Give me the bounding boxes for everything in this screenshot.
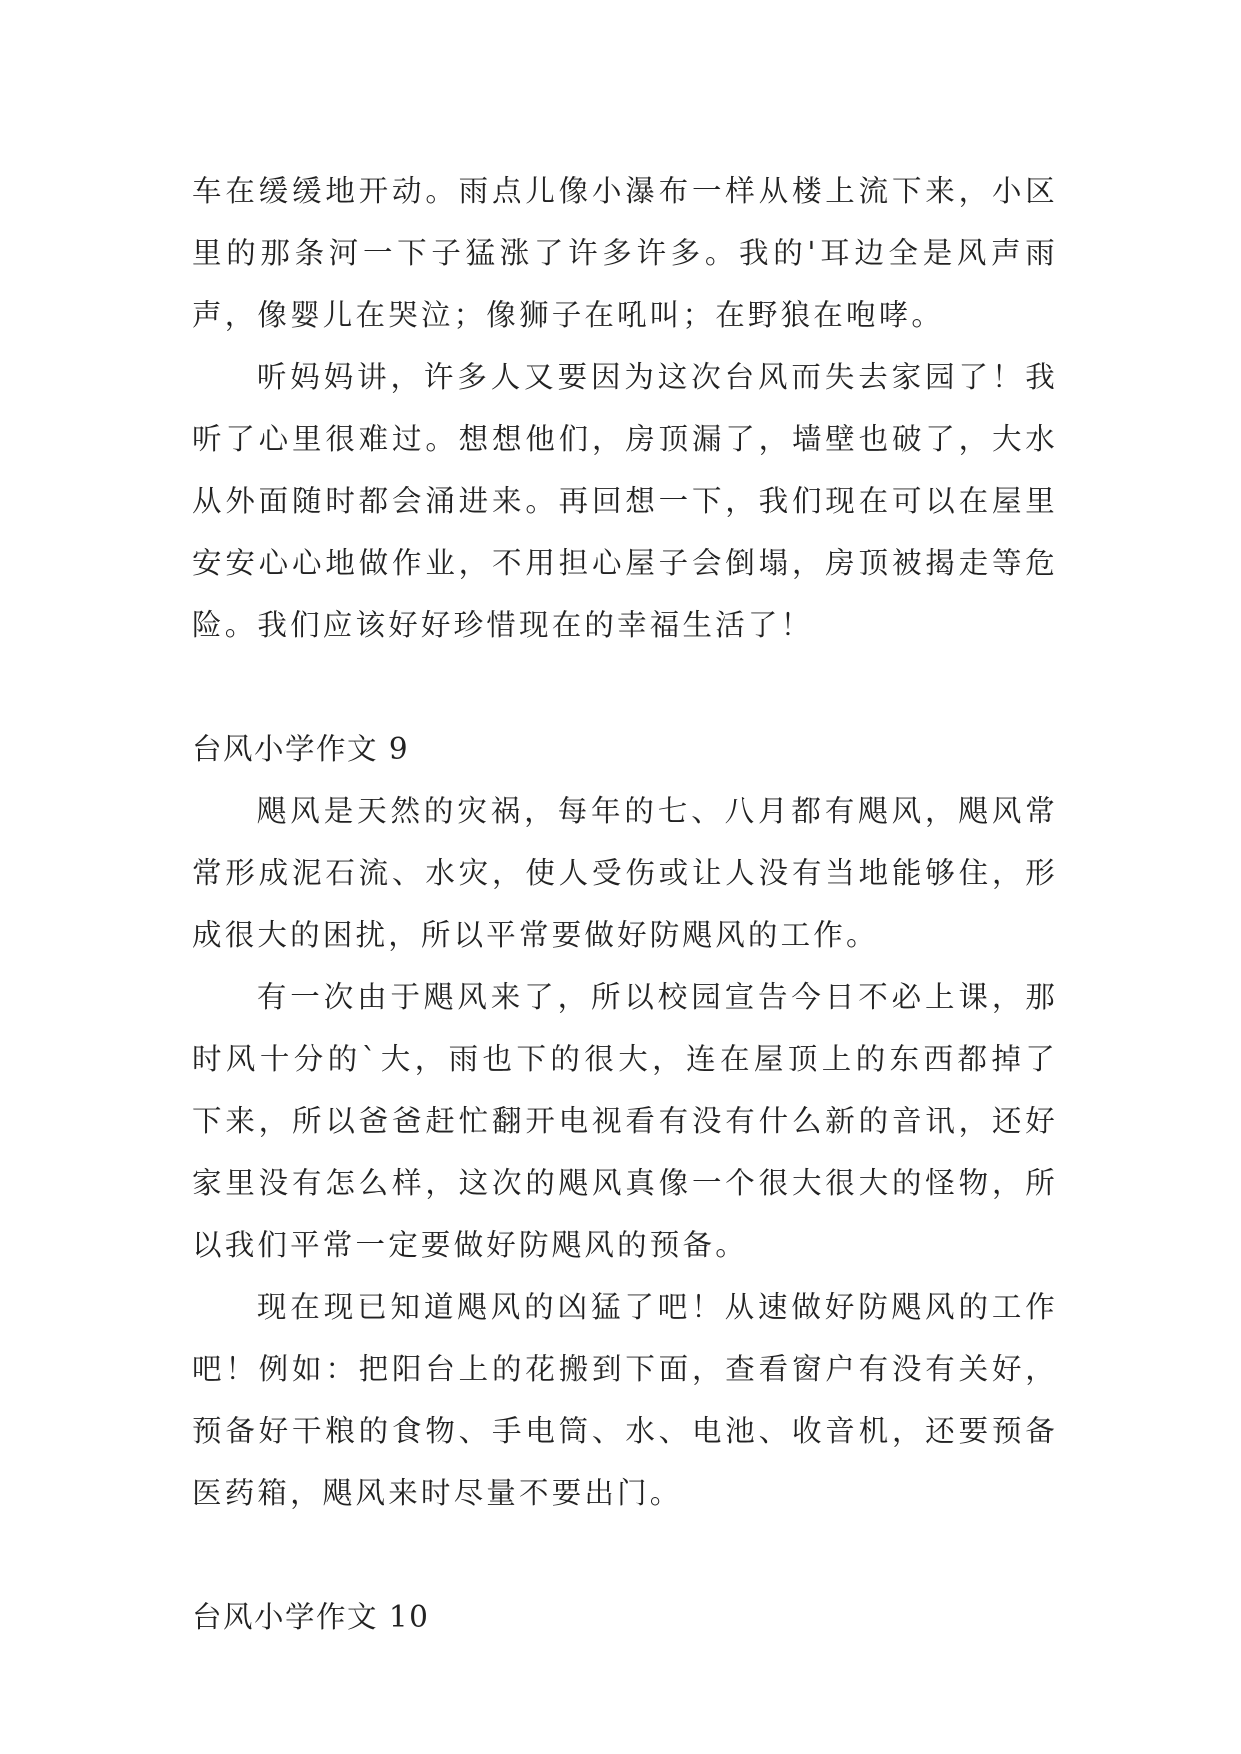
- paragraph-mother-said: 听妈妈讲，许多人又要因为这次台风而失去家园了！我听了心里很难过。想想他们，房顶漏了，墙壁也破了，大水从外面随时都会涌进来。再回想一下，我们现在可以在屋里安安心心地做作业，不用担心屋子会倒塌，房顶被揭走等危险。我们应该好好珍惜现在的幸福生活了！: [192, 360, 1058, 642]
- essay-heading-10: 台风小学作文 10: [192, 1600, 430, 1634]
- paragraph-car-rain: 车在缓缓地开动。雨点儿像小瀑布一样从楼上流下来，小区里的那条河一下子猛涨了许多许多。我的'耳边全是风声雨声，像婴儿在哭泣；像狮子在吼叫；在野狼在咆哮。: [192, 174, 1058, 332]
- paragraph-preparation: 现在现已知道飓风的凶猛了吧！从速做好防飓风的工作吧！例如：把阳台上的花搬到下面，查看窗户有没有关好，预备好干粮的食物、手电筒、水、电池、收音机，还要预备医药箱，飓风来时尽量不要出门。: [192, 1290, 1058, 1510]
- paragraph-hurricane-disaster: 飓风是天然的灾祸，每年的七、八月都有飓风，飓风常常形成泥石流、水灾，使人受伤或让人没有当地能够住，形成很大的困扰，所以平常要做好防飓风的工作。: [192, 794, 1058, 952]
- paragraph-school-closed: 有一次由于飓风来了，所以校园宣告今日不必上课，那时风十分的`大，雨也下的很大，连在屋顶上的东西都掉了下来，所以爸爸赶忙翻开电视看有没有什么新的音讯，还好家里没有怎么样，这次的飓风真像一个很大很大的怪物，所以我们平常一定要做好防飓风的预备。: [192, 980, 1058, 1262]
- document-body: [192, 160, 1058, 1648]
- essay-heading-9: 台风小学作文 9: [192, 732, 410, 766]
